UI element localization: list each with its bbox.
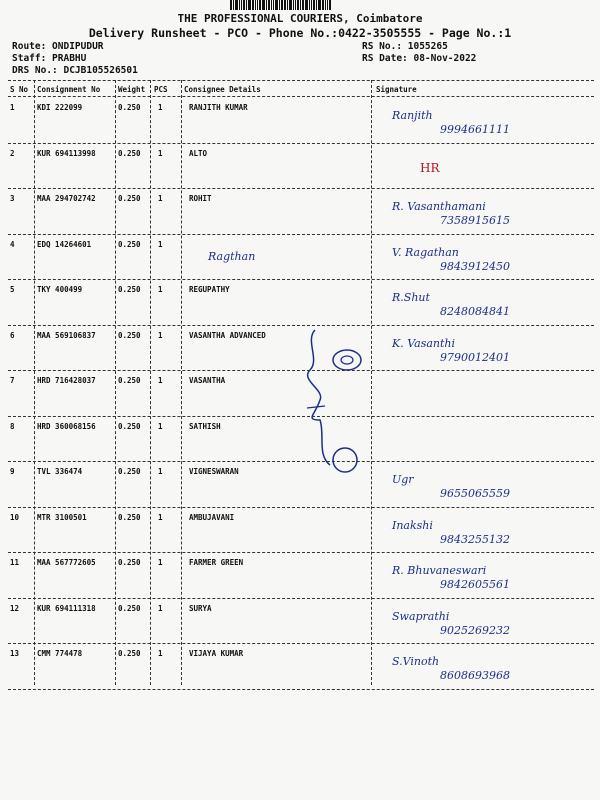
row-signature: HR <box>420 160 440 175</box>
rs-date: RS Date: 08-Nov-2022 <box>362 53 477 64</box>
row-sno: 9 <box>10 467 15 476</box>
row-divider <box>8 188 594 189</box>
row-sno: 2 <box>10 148 15 158</box>
row-weight: 0.250 <box>118 603 141 613</box>
row-divider <box>8 643 594 644</box>
row-signature: K. Vasanthi <box>392 336 456 350</box>
row-consignment-no: KDI 222099 <box>37 103 83 112</box>
row-consignment-no: HRD 360068156 <box>37 421 96 431</box>
row-pcs: 1 <box>158 103 163 112</box>
row-signature: S.Vinoth <box>392 655 440 668</box>
row-consignee: AMBUJAVANI <box>189 512 235 522</box>
row-weight: 0.250 <box>118 194 141 203</box>
row-sno: 5 <box>10 285 15 294</box>
row-signature: Swaprathi <box>392 609 450 623</box>
row-pcs: 1 <box>158 467 163 476</box>
col-sno: S No <box>10 85 29 94</box>
col-signature: Signature <box>376 85 417 94</box>
row-consignee: VASANTHA <box>189 376 226 385</box>
row-weight: 0.250 <box>118 239 141 249</box>
row-consignee: VIGNESWARAN <box>189 467 239 476</box>
row-consignee: SURYA <box>189 603 212 613</box>
row-consignment-no: MTR 3100501 <box>37 512 87 522</box>
row-consignee: SATHISH <box>189 421 221 431</box>
row-divider <box>8 598 594 599</box>
col-pcs: PCS <box>154 85 168 94</box>
row-phone: 8248084841 <box>440 305 510 318</box>
row-pcs: 1 <box>158 512 163 522</box>
row-pcs: 1 <box>158 239 163 249</box>
row-divider <box>8 689 594 690</box>
row-phone: 9842605561 <box>440 578 510 591</box>
row-weight: 0.250 <box>118 512 141 522</box>
row-weight: 0.250 <box>118 103 141 112</box>
row-consignment-no: CMM 774478 <box>37 649 83 658</box>
rs-number: RS No.: 1055265 <box>362 41 448 52</box>
row-sno: 12 <box>10 603 20 613</box>
row-consignment-no: MAA 294702742 <box>37 194 96 203</box>
row-consignee: VASANTHA ADVANCED <box>189 330 266 340</box>
row-consignment-no: KUR 694111318 <box>37 603 96 613</box>
row-consignment-no: HRD 716428037 <box>37 376 96 385</box>
row-sno: 1 <box>10 103 15 112</box>
row-weight: 0.250 <box>118 649 141 658</box>
row-consignment-no: KUR 694113998 <box>37 148 96 158</box>
row-phone: 9843912450 <box>440 259 510 273</box>
row-weight: 0.250 <box>118 330 141 340</box>
header-top-rule <box>8 80 594 81</box>
row-divider <box>8 507 594 508</box>
barcode <box>230 0 370 10</box>
row-sno: 6 <box>10 330 15 340</box>
row-phone: 7358915615 <box>440 214 510 227</box>
row-weight: 0.250 <box>118 285 141 294</box>
row-consignee: ALTO <box>189 148 208 158</box>
row-phone: 9790012401 <box>440 350 510 364</box>
company-title: THE PROFESSIONAL COURIERS, Coimbatore <box>177 12 423 25</box>
row-phone: 9843255132 <box>440 532 510 546</box>
ink-doodle <box>295 320 385 480</box>
table-row <box>8 558 594 572</box>
row-divider <box>8 234 594 235</box>
row-consignee: ROHIT <box>189 194 212 203</box>
table-row <box>8 149 594 163</box>
row-signature: R. Vasanthamani <box>392 200 486 213</box>
row-signature: V. Ragathan <box>392 245 459 259</box>
row-weight: 0.250 <box>118 467 141 476</box>
staff-label: Staff: PRABHU <box>12 53 87 64</box>
row-phone: 8608693968 <box>440 669 510 682</box>
route-label: Route: ONDIPUDUR <box>12 41 104 52</box>
row-divider <box>8 370 594 371</box>
col-weight: Weight <box>118 85 146 94</box>
row-divider <box>8 461 594 462</box>
row-consignee: FARMER GREEN <box>189 558 244 567</box>
row-sno: 4 <box>10 239 15 249</box>
row-sno: 7 <box>10 376 15 385</box>
row-divider <box>8 143 594 144</box>
row-consignee: REGUPATHY <box>189 285 230 294</box>
row-weight: 0.250 <box>118 558 141 567</box>
table-row <box>8 239 594 263</box>
row-phone: 9655065559 <box>440 487 510 500</box>
row-consignment-no: EDQ 14264601 <box>37 239 92 249</box>
col-consignment: Consignment No <box>37 85 101 94</box>
col-consignee: Consignee Details <box>184 85 261 94</box>
row-weight: 0.250 <box>118 148 141 158</box>
row-divider <box>8 325 594 326</box>
row-pcs: 1 <box>158 330 163 340</box>
row-consignee: Ragthan <box>208 249 256 263</box>
row-consignee: RANJITH KUMAR <box>189 103 248 112</box>
row-pcs: 1 <box>158 649 163 658</box>
row-signature: R.Shut <box>392 291 430 304</box>
row-consignment-no: TVL 336474 <box>37 467 83 476</box>
table-row <box>8 513 594 527</box>
header-bottom-rule <box>8 96 594 97</box>
runsheet-subtitle: Delivery Runsheet - PCO - Phone No.:0422-3505555 - Page No.:1 <box>88 26 512 40</box>
table-row <box>8 103 594 117</box>
row-pcs: 1 <box>158 376 163 385</box>
row-weight: 0.250 <box>118 421 141 431</box>
row-pcs: 1 <box>158 421 163 431</box>
row-consignment-no: MAA 567772605 <box>37 558 96 567</box>
row-pcs: 1 <box>158 603 163 613</box>
row-consignment-no: MAA 569106837 <box>37 330 96 340</box>
row-sno: 10 <box>10 512 20 522</box>
drs-number: DRS No.: DCJB105526501 <box>12 65 138 76</box>
row-phone: 9994661111 <box>440 123 510 136</box>
row-signature: Ugr <box>392 473 414 486</box>
row-consignee: VIJAYA KUMAR <box>189 649 244 658</box>
row-signature: Inakshi <box>392 518 433 532</box>
row-signature: Ranjith <box>392 109 433 122</box>
table-row <box>8 604 594 618</box>
table-row <box>8 285 594 299</box>
row-pcs: 1 <box>158 285 163 294</box>
row-sno: 8 <box>10 421 15 431</box>
row-weight: 0.250 <box>118 376 141 385</box>
row-divider <box>8 552 594 553</box>
row-divider <box>8 279 594 280</box>
row-phone: 9025269232 <box>440 623 510 637</box>
row-pcs: 1 <box>158 194 163 203</box>
row-consignment-no: TKY 400499 <box>37 285 83 294</box>
row-pcs: 1 <box>158 148 163 158</box>
table-row <box>8 194 594 208</box>
row-sno: 3 <box>10 194 15 203</box>
row-sno: 11 <box>10 558 20 567</box>
row-pcs: 1 <box>158 558 163 567</box>
row-divider <box>8 416 594 417</box>
row-signature: R. Bhuvaneswari <box>392 564 487 577</box>
row-sno: 13 <box>10 649 20 658</box>
table-row <box>8 649 594 663</box>
